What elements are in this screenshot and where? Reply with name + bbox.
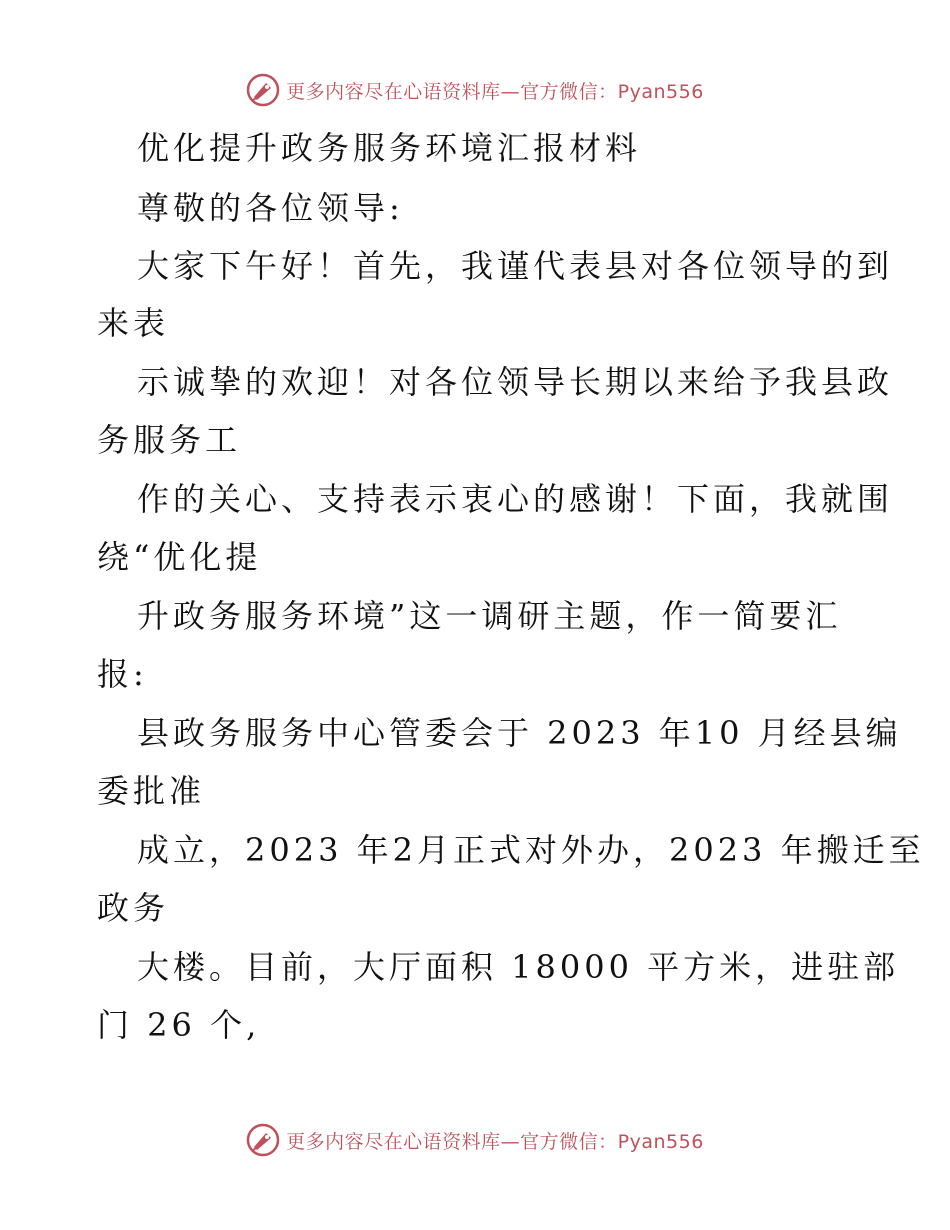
paragraph-line: 报: [97, 655, 148, 693]
paragraph-line: 绕“优化提 [97, 538, 262, 576]
paragraph-line: 来表 [97, 304, 170, 342]
paragraph-line: 示诚挚的欢迎！对各位领导长期以来给予我县政 [137, 363, 894, 401]
pen-nib-logo-icon [246, 73, 280, 107]
footer-banner-inner [246, 1123, 704, 1157]
header-banner-inner [246, 73, 704, 107]
paragraph-line: 作的关心、支持表示衷心的感谢！下面，我就围 [137, 480, 894, 518]
paragraph-line: 委批准 [97, 772, 206, 810]
footer-banner-text: 更多内容尽在心语资料库—官方微信：Pyan556 [286, 1130, 704, 1153]
paragraph-line: 务服务工 [97, 421, 242, 459]
paragraph-line: 大楼。目前，大厅面积 18000 平方米，进驻部 [137, 948, 900, 986]
paragraph-line: 升政务服务环境”这一调研主题，作一简要汇 [137, 597, 842, 635]
salutation: 尊敬的各位领导: [137, 189, 404, 227]
paragraph-line: 成立，2023 年2月正式对外办，2023 年搬迁至 [137, 831, 925, 869]
header-banner-text: 更多内容尽在心语资料库—官方微信：Pyan556 [286, 80, 704, 103]
paragraph-line: 政务 [97, 889, 170, 927]
paragraph-line: 大家下午好！首先，我谨代表县对各位领导的到 [137, 247, 894, 285]
pen-nib-logo-icon [246, 1123, 280, 1157]
header-banner [0, 70, 950, 110]
document-title: 优化提升政务服务环境汇报材料 [137, 129, 642, 167]
paragraph-line: 县政务服务中心管委会于 2023 年10 月经县编 [137, 714, 902, 752]
footer-banner [0, 1120, 950, 1160]
paragraph-line: 门 26 个, [97, 1006, 261, 1044]
